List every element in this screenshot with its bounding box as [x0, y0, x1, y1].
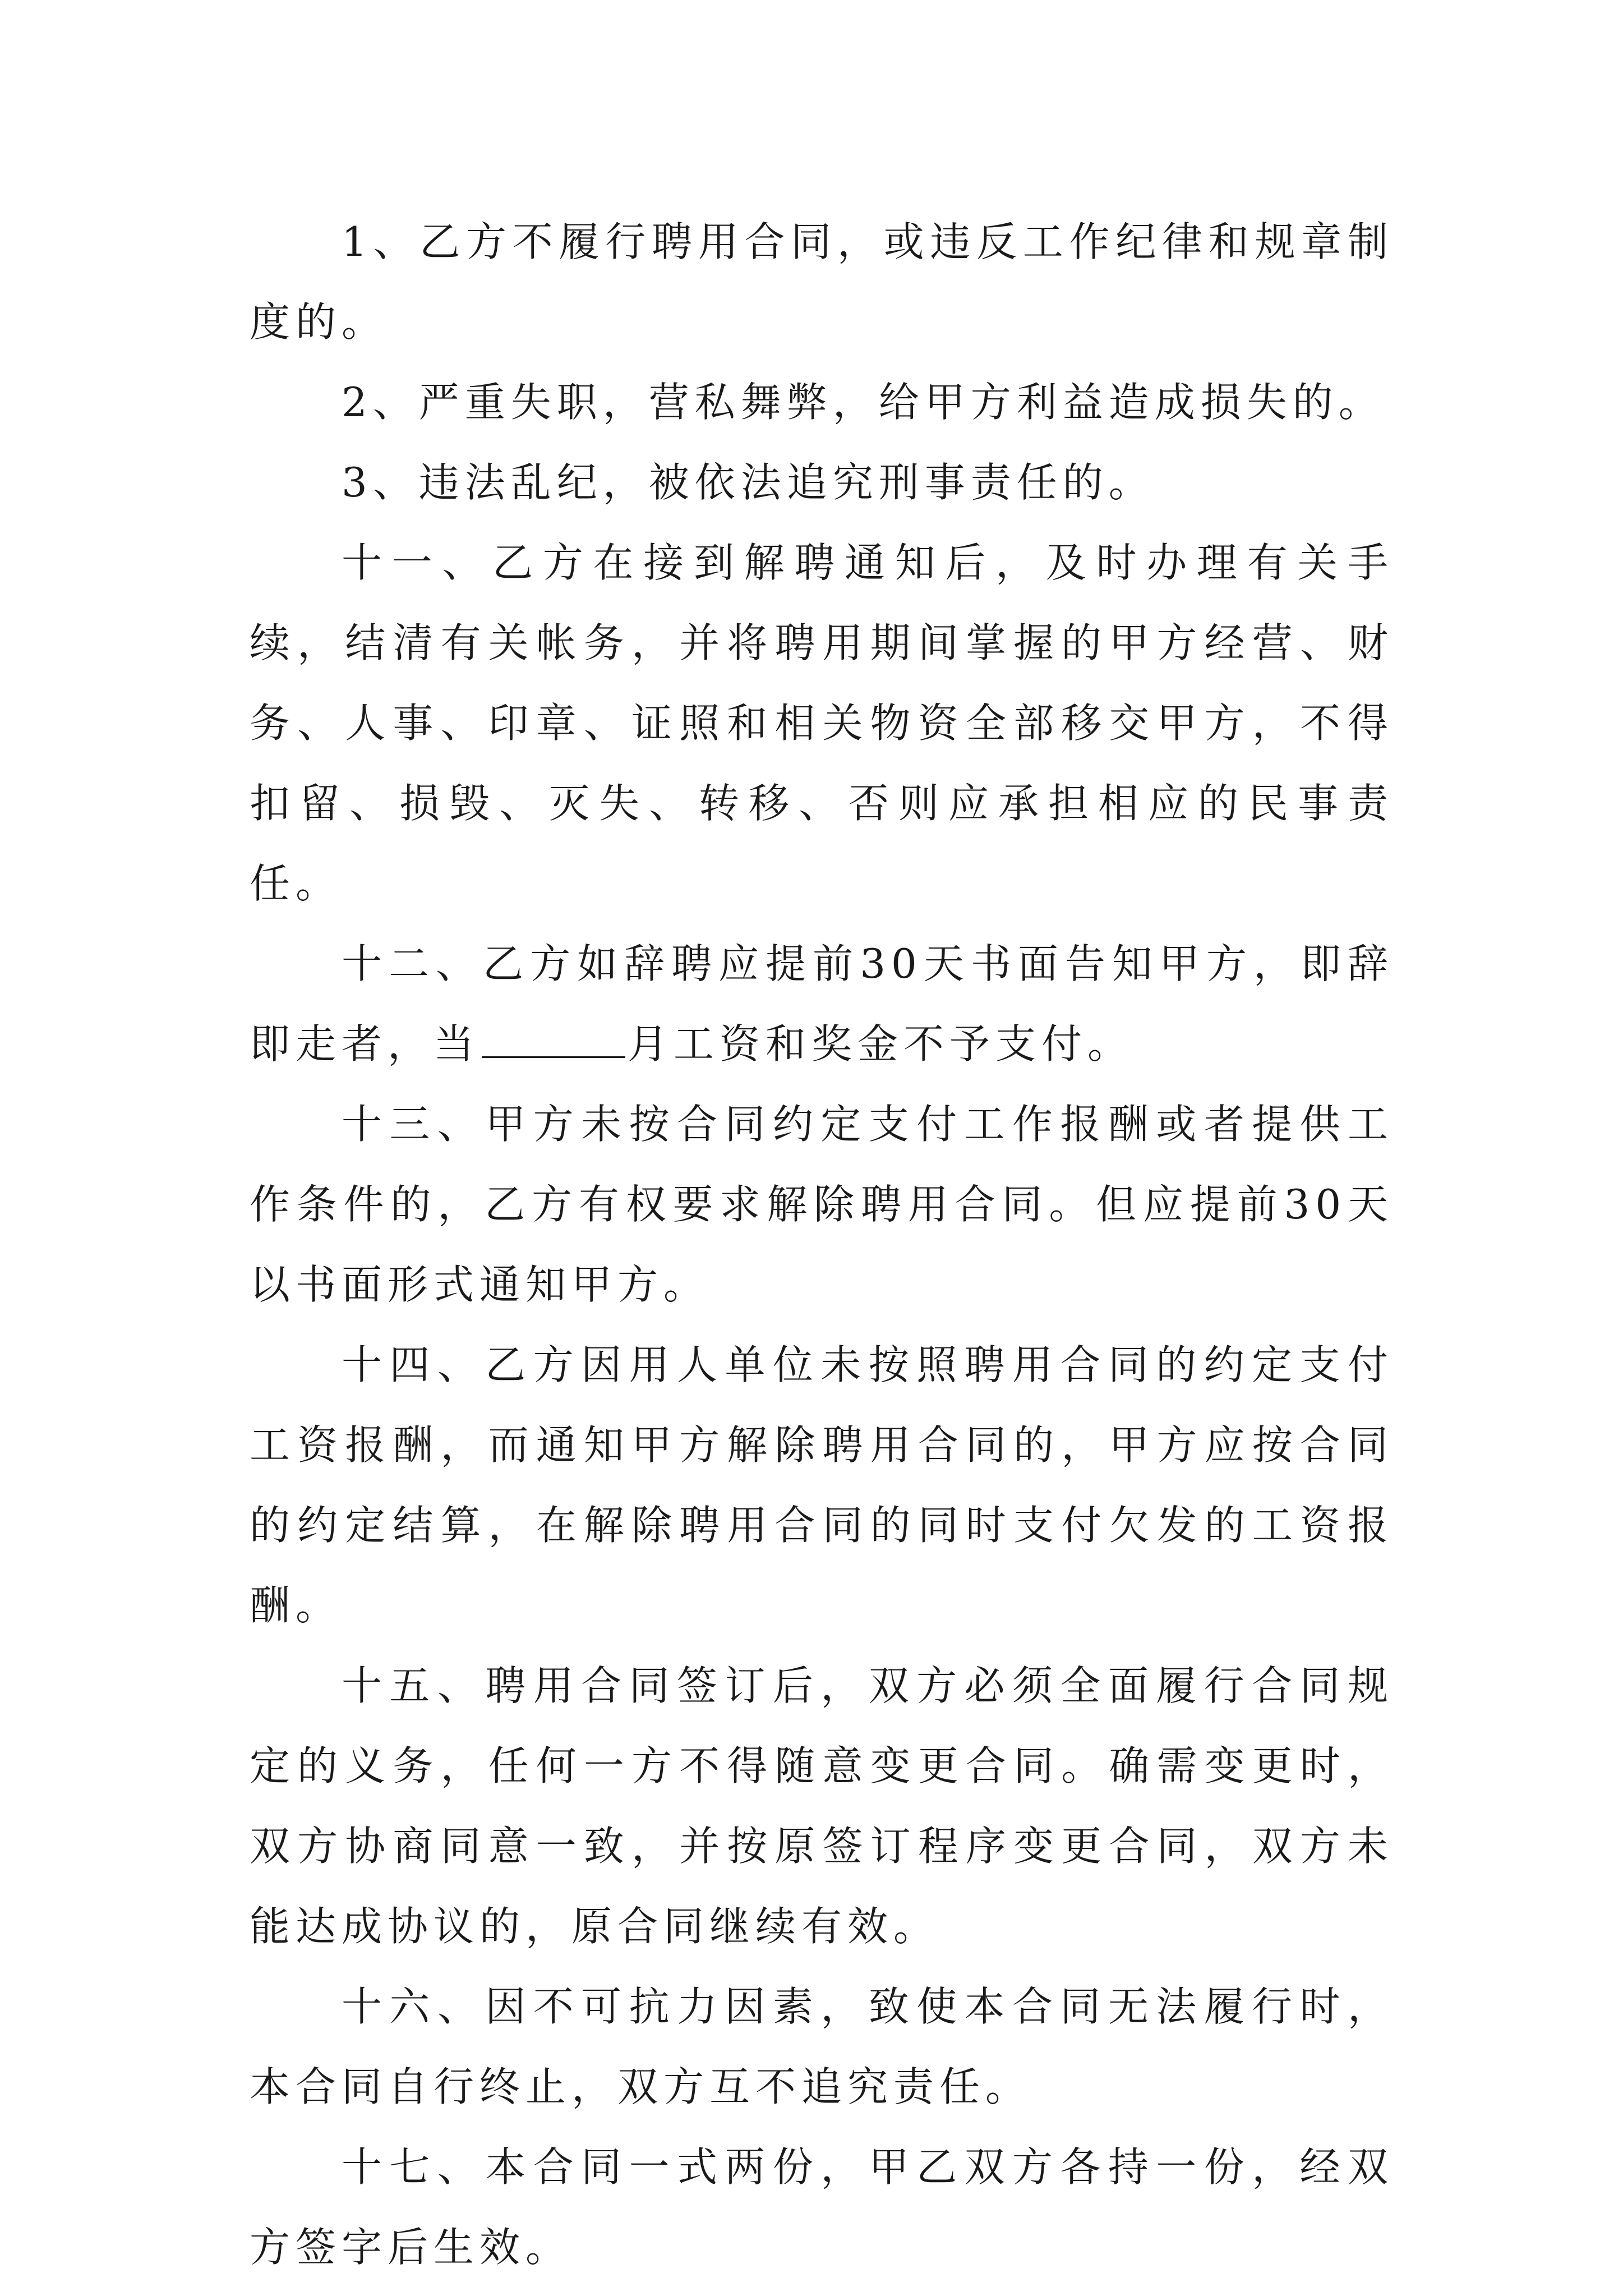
- clause-paragraph: 十五、聘用合同签订后，双方必须全面履行合同规定的义务，任何一方不得随意变更合同。确需变更时，双方协商同意一致，并按原签订程序变更合同，双方未能达成协议的，原合同继续有效。: [250, 1662, 1394, 1950]
- clause-paragraph-with-blank: [250, 924, 1394, 1084]
- clause-paragraph: 3、违法乱纪，被依法追究刑事责任的。: [342, 459, 1155, 506]
- clause-text-after-blank: 月工资和奖金不予支付。: [628, 1020, 1134, 1068]
- clause-paragraph: 十六、因不可抗力因素，致使本合同无法履行时，本合同自行终止，双方互不追究责任。: [250, 1983, 1394, 2110]
- clause-paragraph: 十四、乙方因用人单位未按照聘用合同的约定支付工资报酬，而通知甲方解除聘用合同的，甲方应按合同的约定结算，在解除聘用合同的同时支付欠发的工资报酬。: [250, 1341, 1394, 1629]
- clause-paragraph: 十七、本合同一式两份，甲乙双方各持一份，经双方签字后生效。: [250, 2143, 1394, 2271]
- clause-text-before-blank: 十二、乙方如辞聘应提前30天书面告知甲方，即辞即走者，当: [250, 940, 1394, 1068]
- contract-body: [250, 202, 1394, 2288]
- clause-paragraph: 十三、甲方未按合同约定支付工作报酬或者提供工作条件的，乙方有权要求解除聘用合同。但应提前30天以书面形式通知甲方。: [250, 1101, 1394, 1308]
- clause-paragraph: 十一、乙方在接到解聘通知后，及时办理有关手续，结清有关帐务，并将聘用期间掌握的甲方经营、财务、人事、印章、证照和相关物资全部移交甲方，不得扣留、损毁、灭失、转移、否则应承担相应的民事责任。: [250, 539, 1394, 907]
- clause-paragraph: 2、严重失职，营私舞弊，给甲方利益造成损失的。: [342, 379, 1385, 426]
- fill-in-blank: [482, 1023, 625, 1058]
- clause-paragraph: 1、乙方不履行聘用合同，或违反工作纪律和规章制度的。: [250, 218, 1394, 346]
